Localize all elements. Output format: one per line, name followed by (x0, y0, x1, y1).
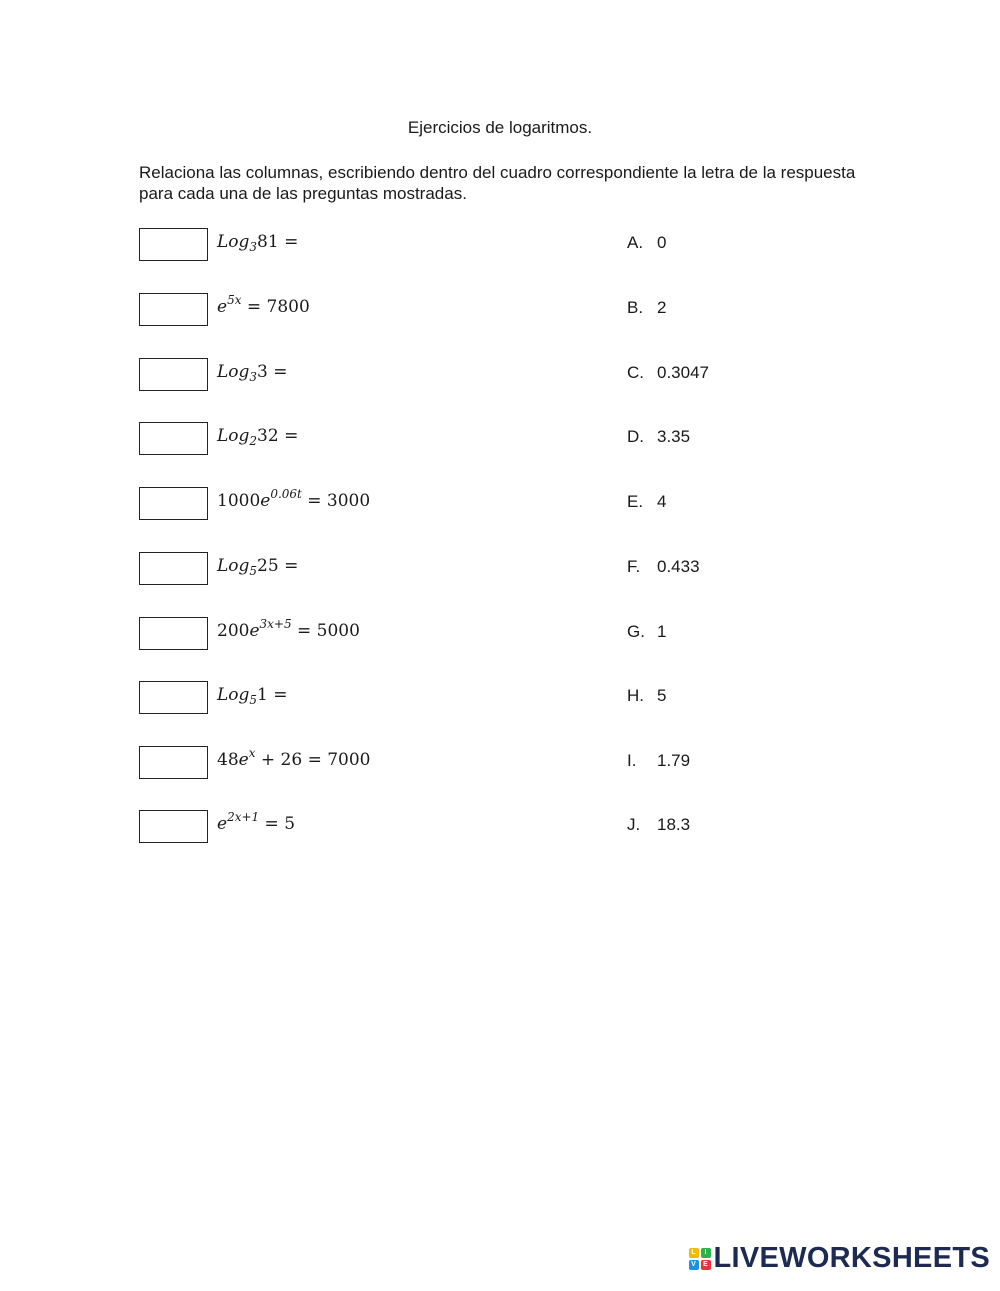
expr-exponent: 2x+1 (227, 810, 260, 824)
option-letter: G. (627, 622, 645, 641)
question-expression (217, 556, 298, 576)
answer-box-3[interactable] (139, 358, 208, 391)
expr-coefficient: 1000 (217, 491, 261, 511)
logo-block: E (701, 1260, 711, 1270)
question-expression (217, 232, 298, 252)
expr-base: e (238, 750, 249, 770)
instructions-text: Relaciona las columnas, escribiendo dentro del cuadro correspondiente la letra de la respuesta para cada una de las preguntas mostradas. (139, 163, 856, 203)
expr-base: Log (217, 232, 250, 252)
option-letter: H. (627, 686, 644, 705)
expr-base: e (260, 491, 271, 511)
answer-box-4[interactable] (139, 422, 208, 455)
expr-exponent: 5x (227, 293, 242, 307)
question-expression (217, 810, 296, 834)
question-expression (217, 293, 310, 317)
exercise-row (139, 422, 859, 456)
option-value: 0.433 (657, 557, 700, 576)
answer-box-2[interactable] (139, 293, 208, 326)
option-letter: I. (627, 751, 637, 770)
exercise-row (139, 617, 859, 651)
answer-box-10[interactable] (139, 810, 208, 843)
option-item (627, 622, 666, 642)
expr-base: Log (217, 685, 250, 705)
expr-subscript: 3 (249, 240, 258, 254)
answer-box-7[interactable] (139, 617, 208, 650)
expr-rest: = 7800 (241, 297, 310, 317)
expr-coefficient: 200 (217, 621, 250, 641)
option-letter: E. (627, 492, 644, 511)
exercise-row (139, 293, 859, 327)
answer-box-8[interactable] (139, 681, 208, 714)
expr-coefficient: 48 (217, 750, 239, 770)
option-item (627, 363, 709, 383)
option-value: 4 (657, 492, 667, 511)
option-item (627, 492, 666, 512)
expr-rest: 81 = (257, 232, 299, 252)
logo-block: I (701, 1248, 711, 1258)
exercise-row (139, 552, 859, 586)
question-expression (217, 617, 360, 641)
question-expression (217, 362, 288, 382)
expr-rest: 32 = (257, 426, 299, 446)
expr-exponent: x (248, 746, 256, 760)
option-letter: J. (627, 815, 641, 834)
page-title: Ejercicios de logaritmos. (407, 118, 593, 137)
exercise-row (139, 810, 859, 844)
option-letter: D. (627, 427, 644, 446)
option-value: 1.79 (657, 751, 691, 770)
option-letter: F. (627, 557, 641, 576)
question-expression (217, 746, 371, 770)
option-letter: B. (627, 298, 644, 317)
option-value: 0.3047 (657, 363, 709, 382)
expr-rest: = 5000 (291, 621, 360, 641)
answer-box-1[interactable] (139, 228, 208, 261)
expr-base: Log (217, 426, 250, 446)
option-item (627, 686, 666, 706)
logo-text: LIVEWORKSHEETS (713, 1242, 990, 1274)
option-value: 2 (657, 298, 667, 317)
expr-exponent: 3x+5 (259, 617, 292, 631)
option-value: 1 (657, 622, 667, 641)
expr-base: e (249, 621, 260, 641)
expr-rest: 3 = (257, 362, 288, 382)
expr-rest: 1 = (257, 685, 288, 705)
answer-box-6[interactable] (139, 552, 208, 585)
option-item (627, 427, 690, 447)
question-expression (217, 487, 371, 511)
option-value: 3.35 (657, 427, 691, 446)
expr-rest: = 3000 (301, 491, 371, 511)
expr-subscript: 2 (249, 434, 258, 448)
option-value: 0 (657, 233, 667, 252)
option-item (627, 298, 666, 318)
logo-blocks-icon (689, 1248, 711, 1270)
expr-rest: 25 = (257, 556, 299, 576)
option-value: 18.3 (657, 815, 691, 834)
expr-base: e (217, 297, 228, 317)
answer-box-5[interactable] (139, 487, 208, 520)
option-item (627, 557, 700, 577)
option-letter: C. (627, 363, 644, 382)
exercise-row (139, 487, 859, 521)
expr-exponent: 0.06t (270, 487, 302, 501)
logo-block: L (689, 1248, 699, 1258)
exercise-row (139, 358, 859, 392)
option-letter: A. (627, 233, 644, 252)
option-item (627, 751, 690, 771)
question-expression (217, 685, 288, 705)
expr-subscript: 3 (249, 370, 258, 384)
expr-subscript: 5 (249, 564, 258, 578)
expr-rest: = 5 (259, 814, 296, 834)
expr-rest: + 26 = 7000 (255, 750, 371, 770)
exercise-row (139, 681, 859, 715)
exercise-row (139, 746, 859, 780)
option-value: 5 (657, 686, 667, 705)
exercise-row (139, 228, 859, 262)
expr-subscript: 5 (249, 693, 258, 707)
expr-base: Log (217, 362, 250, 382)
logo-block: V (689, 1260, 699, 1270)
answer-box-9[interactable] (139, 746, 208, 779)
option-item (627, 233, 666, 253)
option-item (627, 815, 690, 835)
liveworksheets-logo (689, 1242, 991, 1275)
expr-base: Log (217, 556, 250, 576)
expr-base: e (217, 814, 228, 834)
question-expression (217, 426, 298, 446)
